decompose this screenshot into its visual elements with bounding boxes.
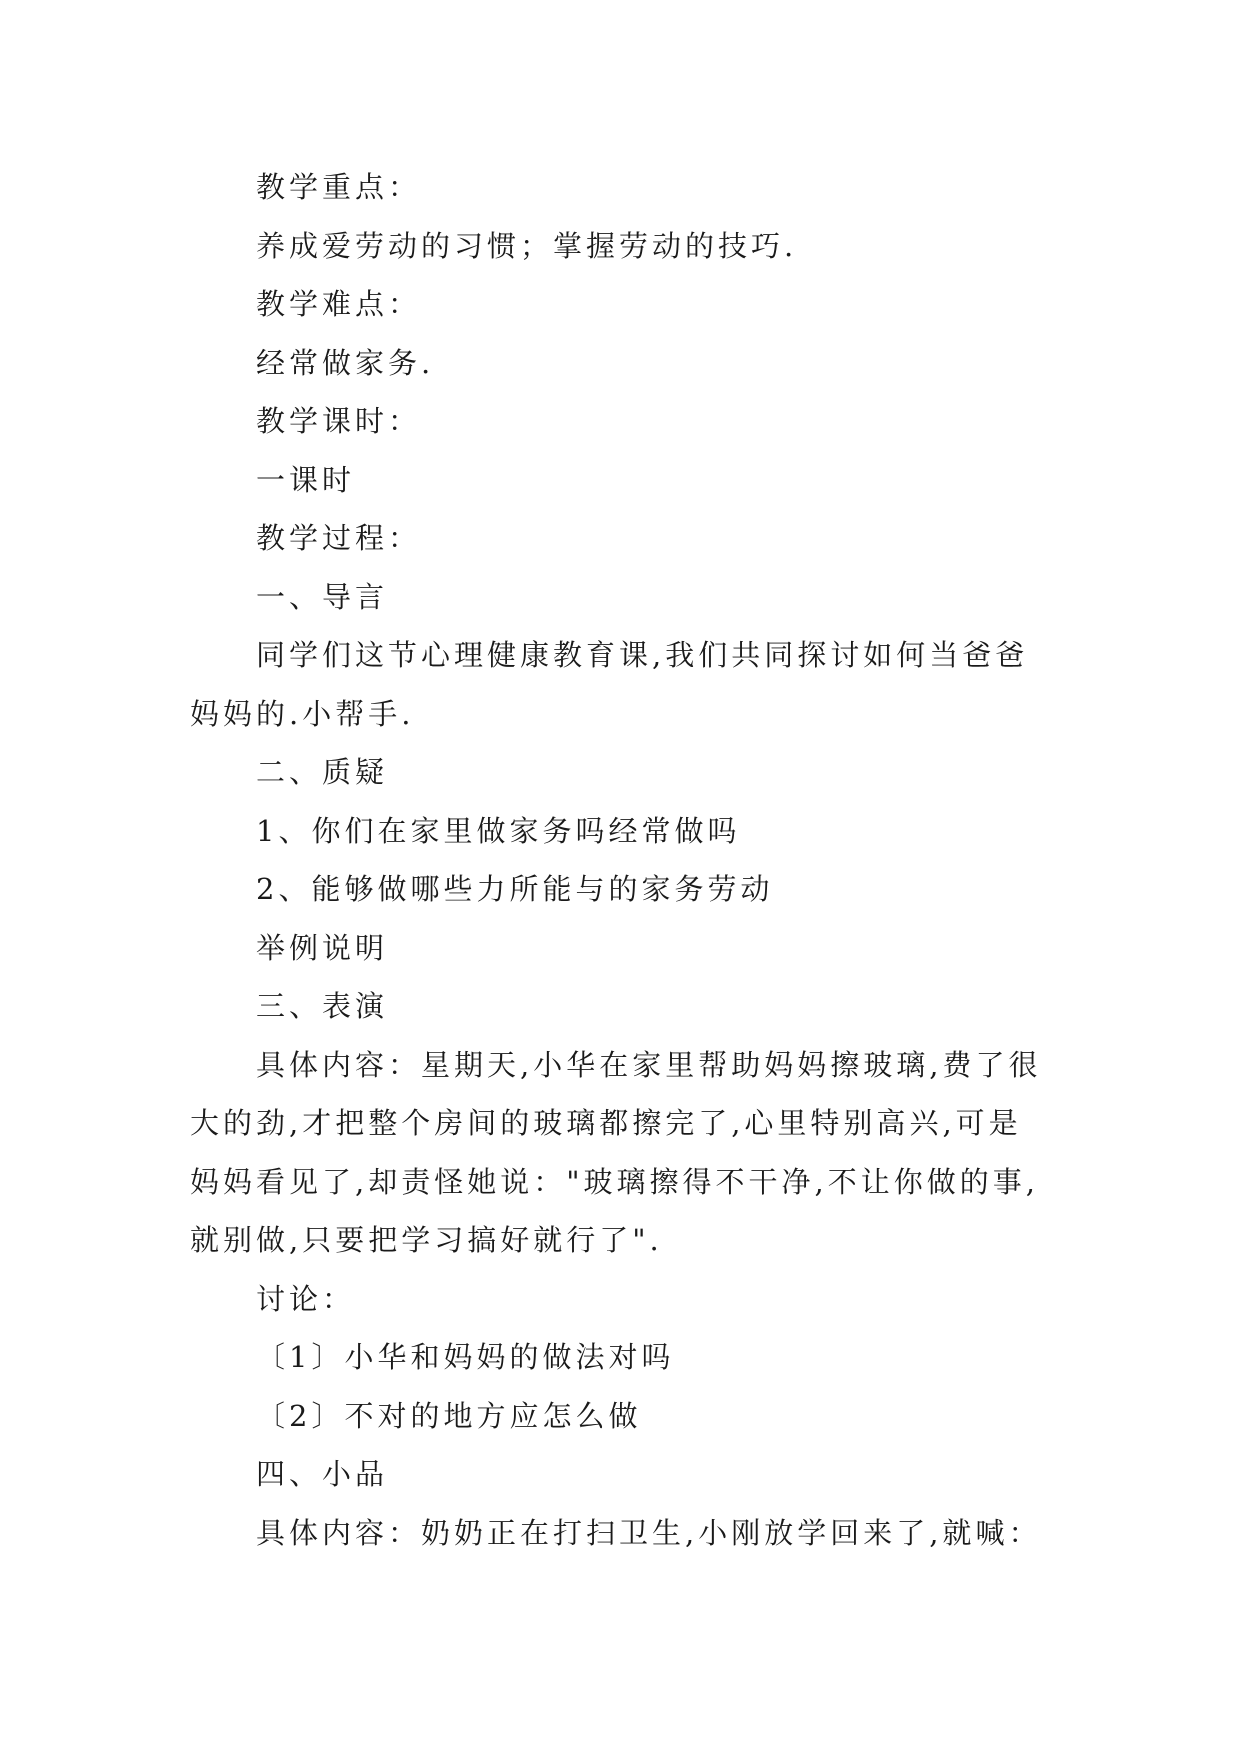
paragraph-line: 举例说明	[256, 930, 389, 965]
paragraph-line: 具体内容：星期天,小华在家里帮助妈妈擦玻璃,费了很	[256, 1047, 1042, 1082]
section-heading: 二、质疑	[256, 755, 389, 789]
list-item: 〔2〕不对的地方应怎么做	[256, 1398, 642, 1433]
section-heading: 四、小品	[256, 1457, 389, 1491]
paragraph-line: 讨论：	[256, 1281, 356, 1316]
paragraph-line: 养成爱劳动的习惯；掌握劳动的技巧.	[256, 228, 798, 263]
paragraph-line: 具体内容：奶奶正在打扫卫生,小刚放学回来了,就喊：	[256, 1515, 1042, 1550]
paragraph-line: 妈妈看见了,却责怪她说："玻璃擦得不干净,不让你做的事,	[190, 1164, 1039, 1199]
paragraph-line: 经常做家务.	[256, 345, 435, 380]
paragraph-line: 大的劲,才把整个房间的玻璃都擦完了,心里特别高兴,可是	[190, 1106, 1022, 1140]
section-heading: 三、表演	[256, 989, 389, 1023]
paragraph-line: 同学们这节心理健康教育课,我们共同探讨如何当爸爸	[256, 638, 1029, 672]
paragraph-line: 教学难点：	[256, 287, 422, 321]
document-body	[190, 158, 1060, 1562]
paragraph-line: 妈妈的.小帮手.	[190, 696, 415, 731]
paragraph-line: 就别做,只要把学习搞好就行了".	[190, 1223, 663, 1257]
list-item: 〔1〕小华和妈妈的做法对吗	[256, 1340, 675, 1374]
list-item: 1、你们在家里做家务吗经常做吗	[256, 813, 741, 848]
paragraph-line: 教学课时：	[256, 404, 422, 438]
paragraph-line: 教学重点：	[256, 170, 422, 204]
list-item: 2、能够做哪些力所能与的家务劳动	[256, 872, 774, 906]
paragraph-line: 一课时	[256, 462, 356, 497]
paragraph-line: 教学过程：	[256, 521, 422, 555]
section-heading: 一、导言	[256, 579, 389, 614]
